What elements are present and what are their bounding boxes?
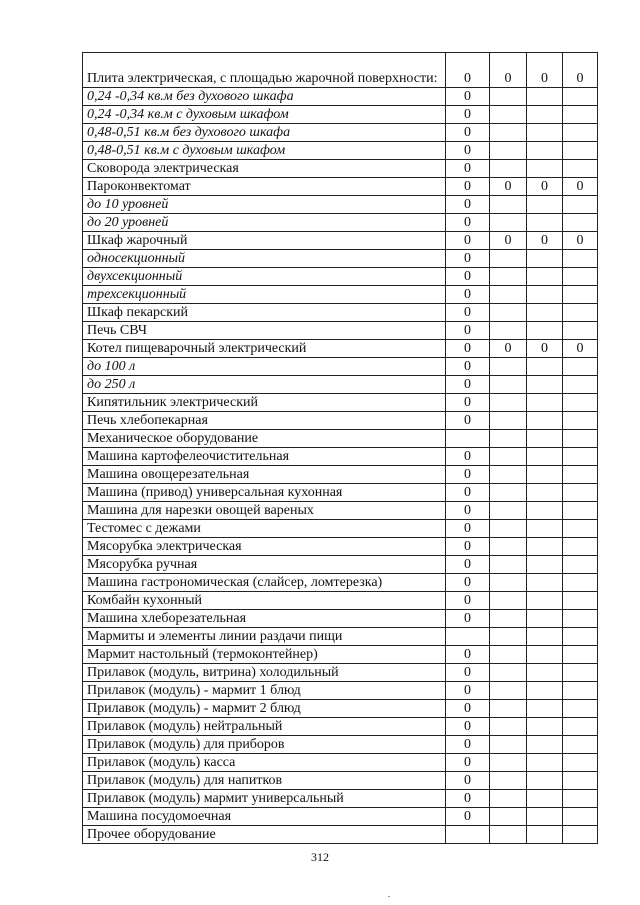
value-cell-col2 <box>490 268 527 286</box>
value-cell-col2 <box>490 610 527 628</box>
table-row <box>83 772 598 790</box>
value-cell-col2: 0 <box>490 53 527 88</box>
equipment-name-cell: 0,48-0,51 кв.м без духового шкафа <box>83 124 446 142</box>
table-row <box>83 250 598 268</box>
value-cell-col4 <box>563 592 598 610</box>
value-cell-col1: 0 <box>446 88 490 106</box>
value-cell-col3 <box>527 322 563 340</box>
equipment-name-cell: двухсекционный <box>83 268 446 286</box>
value-cell-col3 <box>527 682 563 700</box>
equipment-name-cell: Котел пищеварочный электрический <box>83 340 446 358</box>
value-cell-col1: 0 <box>446 124 490 142</box>
scan-speck <box>388 896 390 897</box>
equipment-name-cell: Пароконвектомат <box>83 178 446 196</box>
value-cell-col1: 0 <box>446 322 490 340</box>
value-cell-col1: 0 <box>446 556 490 574</box>
value-cell-col1: 0 <box>446 646 490 664</box>
table-row <box>83 304 598 322</box>
value-cell-col3: 0 <box>527 53 563 88</box>
value-cell-col4 <box>563 664 598 682</box>
value-cell-col2 <box>490 718 527 736</box>
value-cell-col4 <box>563 268 598 286</box>
value-cell-col2 <box>490 646 527 664</box>
table-row <box>83 790 598 808</box>
value-cell-col3: 0 <box>527 340 563 358</box>
value-cell-col1: 0 <box>446 664 490 682</box>
value-cell-col2 <box>490 448 527 466</box>
value-cell-col2 <box>490 124 527 142</box>
value-cell-col1: 0 <box>446 772 490 790</box>
value-cell-col1: 0 <box>446 610 490 628</box>
value-cell-col2 <box>490 502 527 520</box>
value-cell-col4 <box>563 88 598 106</box>
table-row <box>83 394 598 412</box>
table-row <box>83 376 598 394</box>
value-cell-col4 <box>563 106 598 124</box>
value-cell-col1: 0 <box>446 178 490 196</box>
table-row <box>83 808 598 826</box>
value-cell-col2 <box>490 790 527 808</box>
value-cell-col1: 0 <box>446 700 490 718</box>
value-cell-col1: 0 <box>446 538 490 556</box>
value-cell-col3 <box>527 304 563 322</box>
value-cell-col3 <box>527 574 563 592</box>
equipment-name-cell: до 250 л <box>83 376 446 394</box>
table-row <box>83 484 598 502</box>
value-cell-col1: 0 <box>446 790 490 808</box>
equipment-name-cell: 0,24 -0,34 кв.м с духовым шкафом <box>83 106 446 124</box>
table-row <box>83 826 598 844</box>
equipment-name-cell: до 10 уровней <box>83 196 446 214</box>
value-cell-col1: 0 <box>446 142 490 160</box>
table-row <box>83 88 598 106</box>
table-row <box>83 268 598 286</box>
table-row <box>83 286 598 304</box>
value-cell-col3 <box>527 628 563 646</box>
equipment-name-cell: 0,24 -0,34 кв.м без духового шкафа <box>83 88 446 106</box>
table-row <box>83 358 598 376</box>
equipment-name-cell: односекционный <box>83 250 446 268</box>
value-cell-col3 <box>527 268 563 286</box>
table-row <box>83 160 598 178</box>
value-cell-col1: 0 <box>446 286 490 304</box>
value-cell-col4 <box>563 826 598 844</box>
value-cell-col3 <box>527 502 563 520</box>
value-cell-col3 <box>527 646 563 664</box>
value-cell-col1: 0 <box>446 196 490 214</box>
value-cell-col4 <box>563 214 598 232</box>
table-row <box>83 196 598 214</box>
value-cell-col3 <box>527 790 563 808</box>
table-row <box>83 448 598 466</box>
value-cell-col2 <box>490 484 527 502</box>
equipment-name-cell: до 20 уровней <box>83 214 446 232</box>
value-cell-col3 <box>527 358 563 376</box>
value-cell-col4 <box>563 502 598 520</box>
value-cell-col1: 0 <box>446 448 490 466</box>
equipment-name-cell: Комбайн кухонный <box>83 592 446 610</box>
value-cell-col3 <box>527 106 563 124</box>
table-row <box>83 466 598 484</box>
value-cell-col1: 0 <box>446 376 490 394</box>
value-cell-col4 <box>563 448 598 466</box>
value-cell-col3 <box>527 718 563 736</box>
table-row <box>83 610 598 628</box>
value-cell-col1: 0 <box>446 808 490 826</box>
value-cell-col3 <box>527 520 563 538</box>
value-cell-col4 <box>563 358 598 376</box>
value-cell-col2 <box>490 286 527 304</box>
value-cell-col4 <box>563 250 598 268</box>
value-cell-col2 <box>490 682 527 700</box>
value-cell-col1: 0 <box>446 592 490 610</box>
equipment-name-cell: Плита электрическая, с площадью жарочной поверхности: <box>83 53 446 88</box>
value-cell-col3 <box>527 610 563 628</box>
equipment-name-cell: Мясорубка ручная <box>83 556 446 574</box>
value-cell-col4: 0 <box>563 178 598 196</box>
value-cell-col4 <box>563 538 598 556</box>
equipment-name-cell: Кипятильник электрический <box>83 394 446 412</box>
value-cell-col4 <box>563 736 598 754</box>
value-cell-col3: 0 <box>527 232 563 250</box>
equipment-name-cell: Машина гастрономическая (слайсер, ломтерезка) <box>83 574 446 592</box>
equipment-name-cell: Механическое оборудование <box>83 430 446 448</box>
equipment-name-cell: Прилавок (модуль) нейтральный <box>83 718 446 736</box>
equipment-name-cell: Машина (привод) универсальная кухонная <box>83 484 446 502</box>
value-cell-col3 <box>527 538 563 556</box>
equipment-name-cell: Машина хлеборезательная <box>83 610 446 628</box>
value-cell-col2 <box>490 88 527 106</box>
value-cell-col2 <box>490 196 527 214</box>
value-cell-col2 <box>490 700 527 718</box>
value-cell-col2 <box>490 412 527 430</box>
equipment-table-body <box>83 53 598 844</box>
value-cell-col3 <box>527 700 563 718</box>
table-row <box>83 412 598 430</box>
value-cell-col3 <box>527 214 563 232</box>
value-cell-col2 <box>490 592 527 610</box>
value-cell-col2 <box>490 772 527 790</box>
table-row <box>83 664 598 682</box>
value-cell-col3 <box>527 736 563 754</box>
equipment-name-cell: трехсекционный <box>83 286 446 304</box>
page-number: 312 <box>311 850 329 864</box>
value-cell-col2 <box>490 394 527 412</box>
value-cell-col4 <box>563 322 598 340</box>
equipment-name-cell: Печь СВЧ <box>83 322 446 340</box>
table-row <box>83 574 598 592</box>
table-row <box>83 106 598 124</box>
value-cell-col2: 0 <box>490 232 527 250</box>
value-cell-col2 <box>490 106 527 124</box>
value-cell-col3 <box>527 124 563 142</box>
table-row <box>83 718 598 736</box>
value-cell-col3 <box>527 592 563 610</box>
table-row <box>83 628 598 646</box>
value-cell-col1: 0 <box>446 106 490 124</box>
value-cell-col4 <box>563 286 598 304</box>
equipment-name-cell: Машина для нарезки овощей вареных <box>83 502 446 520</box>
value-cell-col4: 0 <box>563 232 598 250</box>
value-cell-col1: 0 <box>446 502 490 520</box>
value-cell-col3 <box>527 376 563 394</box>
table-row <box>83 232 598 250</box>
value-cell-col2 <box>490 538 527 556</box>
value-cell-col4 <box>563 808 598 826</box>
value-cell-col1: 0 <box>446 412 490 430</box>
value-cell-col4 <box>563 772 598 790</box>
value-cell-col4 <box>563 142 598 160</box>
value-cell-col2 <box>490 736 527 754</box>
value-cell-col1: 0 <box>446 250 490 268</box>
table-row <box>83 124 598 142</box>
value-cell-col1: 0 <box>446 718 490 736</box>
value-cell-col2 <box>490 628 527 646</box>
value-cell-col1: 0 <box>446 53 490 88</box>
value-cell-col4 <box>563 556 598 574</box>
table-row <box>83 53 598 88</box>
value-cell-col2 <box>490 430 527 448</box>
value-cell-col4: 0 <box>563 340 598 358</box>
value-cell-col4 <box>563 628 598 646</box>
equipment-name-cell: Прилавок (модуль) для приборов <box>83 736 446 754</box>
equipment-name-cell: Прочее оборудование <box>83 826 446 844</box>
table-row <box>83 322 598 340</box>
table-row <box>83 520 598 538</box>
table-row <box>83 700 598 718</box>
table-row <box>83 178 598 196</box>
equipment-name-cell: Прилавок (модуль) - мармит 2 блюд <box>83 700 446 718</box>
value-cell-col2 <box>490 322 527 340</box>
value-cell-col3 <box>527 142 563 160</box>
value-cell-col1: 0 <box>446 466 490 484</box>
value-cell-col4 <box>563 754 598 772</box>
value-cell-col3 <box>527 430 563 448</box>
value-cell-col3 <box>527 466 563 484</box>
table-row <box>83 502 598 520</box>
value-cell-col1: 0 <box>446 754 490 772</box>
value-cell-col2 <box>490 664 527 682</box>
value-cell-col3 <box>527 754 563 772</box>
value-cell-col3 <box>527 826 563 844</box>
equipment-name-cell: Прилавок (модуль) мармит универсальный <box>83 790 446 808</box>
equipment-name-cell: Мармиты и элементы линии раздачи пищи <box>83 628 446 646</box>
value-cell-col1 <box>446 628 490 646</box>
equipment-name-cell: Машина картофелеочистительная <box>83 448 446 466</box>
value-cell-col2 <box>490 376 527 394</box>
equipment-name-cell: Машина овощерезательная <box>83 466 446 484</box>
table-row <box>83 214 598 232</box>
value-cell-col4 <box>563 412 598 430</box>
value-cell-col4 <box>563 610 598 628</box>
value-cell-col3 <box>527 412 563 430</box>
value-cell-col4 <box>563 394 598 412</box>
equipment-name-cell: Шкаф пекарский <box>83 304 446 322</box>
value-cell-col2 <box>490 520 527 538</box>
equipment-name-cell: Прилавок (модуль) - мармит 1 блюд <box>83 682 446 700</box>
table-row <box>83 430 598 448</box>
value-cell-col3 <box>527 484 563 502</box>
equipment-name-cell: Прилавок (модуль) касса <box>83 754 446 772</box>
value-cell-col3 <box>527 772 563 790</box>
value-cell-col4 <box>563 466 598 484</box>
value-cell-col3 <box>527 160 563 178</box>
value-cell-col4 <box>563 790 598 808</box>
table-row <box>83 736 598 754</box>
value-cell-col1: 0 <box>446 304 490 322</box>
equipment-name-cell: Печь хлебопекарная <box>83 412 446 430</box>
value-cell-col2: 0 <box>490 340 527 358</box>
value-cell-col1: 0 <box>446 358 490 376</box>
value-cell-col1: 0 <box>446 520 490 538</box>
value-cell-col3 <box>527 448 563 466</box>
value-cell-col2 <box>490 142 527 160</box>
value-cell-col1 <box>446 430 490 448</box>
table-row <box>83 682 598 700</box>
equipment-name-cell: Машина посудомоечная <box>83 808 446 826</box>
value-cell-col2 <box>490 556 527 574</box>
value-cell-col3 <box>527 556 563 574</box>
value-cell-col2 <box>490 358 527 376</box>
value-cell-col1: 0 <box>446 232 490 250</box>
value-cell-col3 <box>527 196 563 214</box>
value-cell-col4 <box>563 304 598 322</box>
value-cell-col2 <box>490 250 527 268</box>
table-row <box>83 592 598 610</box>
value-cell-col4 <box>563 484 598 502</box>
value-cell-col1: 0 <box>446 484 490 502</box>
value-cell-col1: 0 <box>446 160 490 178</box>
value-cell-col1: 0 <box>446 574 490 592</box>
value-cell-col4 <box>563 574 598 592</box>
table-row <box>83 646 598 664</box>
value-cell-col4 <box>563 520 598 538</box>
value-cell-col1: 0 <box>446 340 490 358</box>
value-cell-col1: 0 <box>446 268 490 286</box>
equipment-name-cell: Мармит настольный (термоконтейнер) <box>83 646 446 664</box>
value-cell-col4 <box>563 682 598 700</box>
value-cell-col2 <box>490 754 527 772</box>
value-cell-col3 <box>527 286 563 304</box>
value-cell-col3 <box>527 664 563 682</box>
value-cell-col3 <box>527 88 563 106</box>
value-cell-col3: 0 <box>527 178 563 196</box>
value-cell-col1: 0 <box>446 214 490 232</box>
value-cell-col2: 0 <box>490 178 527 196</box>
value-cell-col4: 0 <box>563 53 598 88</box>
table-row <box>83 142 598 160</box>
value-cell-col2 <box>490 574 527 592</box>
value-cell-col2 <box>490 826 527 844</box>
value-cell-col4 <box>563 160 598 178</box>
value-cell-col1: 0 <box>446 394 490 412</box>
value-cell-col1: 0 <box>446 682 490 700</box>
value-cell-col3 <box>527 808 563 826</box>
value-cell-col2 <box>490 466 527 484</box>
table-row <box>83 556 598 574</box>
value-cell-col2 <box>490 214 527 232</box>
value-cell-col4 <box>563 646 598 664</box>
equipment-name-cell: Шкаф жарочный <box>83 232 446 250</box>
value-cell-col2 <box>490 808 527 826</box>
equipment-name-cell: 0,48-0,51 кв.м с духовым шкафом <box>83 142 446 160</box>
value-cell-col4 <box>563 700 598 718</box>
value-cell-col2 <box>490 160 527 178</box>
value-cell-col3 <box>527 394 563 412</box>
table-row <box>83 538 598 556</box>
value-cell-col4 <box>563 376 598 394</box>
value-cell-col1 <box>446 826 490 844</box>
value-cell-col4 <box>563 124 598 142</box>
value-cell-col4 <box>563 196 598 214</box>
equipment-name-cell: Сковорода электрическая <box>83 160 446 178</box>
equipment-table <box>82 52 598 844</box>
equipment-name-cell: Прилавок (модуль) для напитков <box>83 772 446 790</box>
value-cell-col2 <box>490 304 527 322</box>
table-row <box>83 340 598 358</box>
equipment-name-cell: Тестомес с дежами <box>83 520 446 538</box>
value-cell-col4 <box>563 718 598 736</box>
value-cell-col3 <box>527 250 563 268</box>
equipment-name-cell: Прилавок (модуль, витрина) холодильный <box>83 664 446 682</box>
value-cell-col4 <box>563 430 598 448</box>
equipment-name-cell: Мясорубка электрическая <box>83 538 446 556</box>
value-cell-col1: 0 <box>446 736 490 754</box>
table-row <box>83 754 598 772</box>
equipment-name-cell: до 100 л <box>83 358 446 376</box>
